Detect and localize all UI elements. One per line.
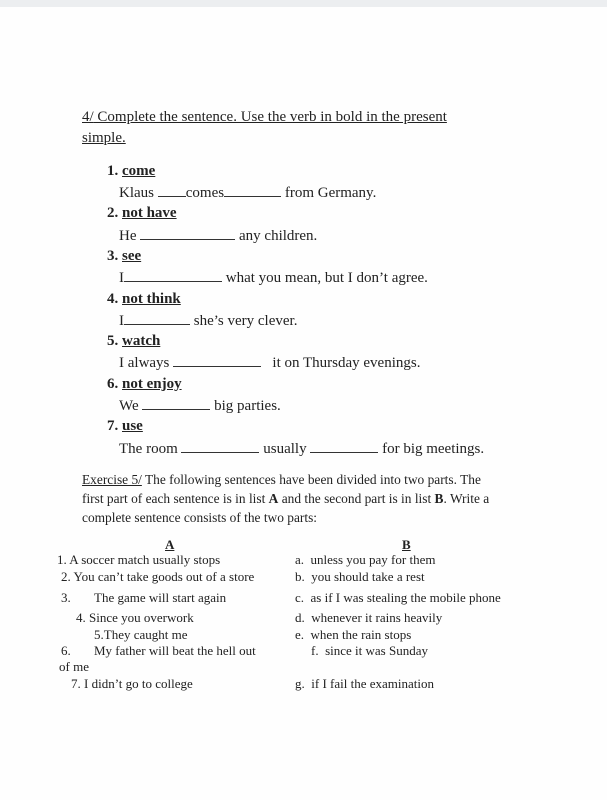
- question-3-blank[interactable]: [124, 269, 222, 282]
- question-4-blank[interactable]: [124, 312, 190, 325]
- question-6-sentence: We big parties.: [119, 398, 281, 414]
- list-a-item-6-number: 6.: [61, 643, 71, 658]
- question-2-blank[interactable]: [140, 227, 235, 240]
- question-7-sentence: The room usually for big meetings.: [119, 441, 485, 457]
- list-b-item-b: b. you should take a rest: [295, 569, 425, 584]
- section-4-heading-line-2: simple.: [82, 130, 126, 146]
- list-b-item-d: d. whenever it rains heavily: [295, 610, 443, 625]
- list-b-item-f: f. since it was Sunday: [311, 643, 428, 658]
- list-a-item-1: 1. A soccer match usually stops: [57, 552, 221, 567]
- list-b-item-e: e. when the rain stops: [295, 627, 412, 642]
- question-5-sentence: I always it on Thursday evenings.: [119, 355, 421, 371]
- question-5-blank[interactable]: [173, 354, 261, 367]
- question-7-blank-2[interactable]: [310, 440, 378, 453]
- list-a-item-6-text: My father will beat the hell out: [94, 643, 256, 658]
- question-6-blank[interactable]: [142, 397, 210, 410]
- question-3-verb: 3. see: [107, 248, 142, 264]
- question-1-verb: 1. come: [107, 163, 156, 179]
- question-7-blank-1[interactable]: [181, 440, 259, 453]
- list-a-item-7: 7. I didn’t go to college: [71, 676, 193, 691]
- question-7-verb: 7. use: [107, 418, 143, 434]
- question-1-answer: comes: [185, 185, 225, 201]
- question-5-verb: 5. watch: [107, 333, 161, 349]
- question-4-verb: 4. not think: [107, 291, 181, 307]
- question-2-sentence: He any children.: [119, 228, 318, 244]
- question-4-sentence: I she’s very clever.: [119, 313, 298, 329]
- list-b-header: B: [402, 537, 411, 552]
- list-a-item-3-number: 3.: [61, 590, 71, 605]
- question-6-verb: 6. not enjoy: [107, 376, 182, 392]
- question-2-verb: 2. not have: [107, 205, 177, 221]
- question-3-sentence: I what you mean, but I don’t agree.: [119, 270, 428, 286]
- question-1-sentence: Klaus comes from Germany.: [119, 185, 377, 201]
- list-a-item-6-continued: of me: [59, 659, 89, 674]
- list-b-item-c: c. as if I was stealing the mobile phone: [295, 590, 501, 605]
- list-a-item-3-text: The game will start again: [94, 590, 227, 605]
- list-a-item-4: 4. Since you overwork: [76, 610, 194, 625]
- list-a-item-2: 2. You can’t take goods out of a store: [61, 569, 255, 584]
- exercise-5-intro-line-3: complete sentence consists of the two parts:: [82, 510, 318, 525]
- list-a-item-5: 5.They caught me: [94, 627, 188, 642]
- exercise-5-intro-line-1: Exercise 5/ The following sentences have been divided into two parts. The: [82, 472, 481, 487]
- list-b-item-g: g. if I fail the examination: [295, 676, 434, 691]
- exercise-5-intro-line-2: first part of each sentence is in list A and the second part is in list B. Write a: [82, 491, 490, 506]
- section-4-heading-line-1: 4/ Complete the sentence. Use the verb in bold in the present: [82, 109, 447, 125]
- list-a-header: A: [165, 537, 175, 552]
- top-bar: [0, 0, 607, 7]
- list-b-item-a: a. unless you pay for them: [295, 552, 436, 567]
